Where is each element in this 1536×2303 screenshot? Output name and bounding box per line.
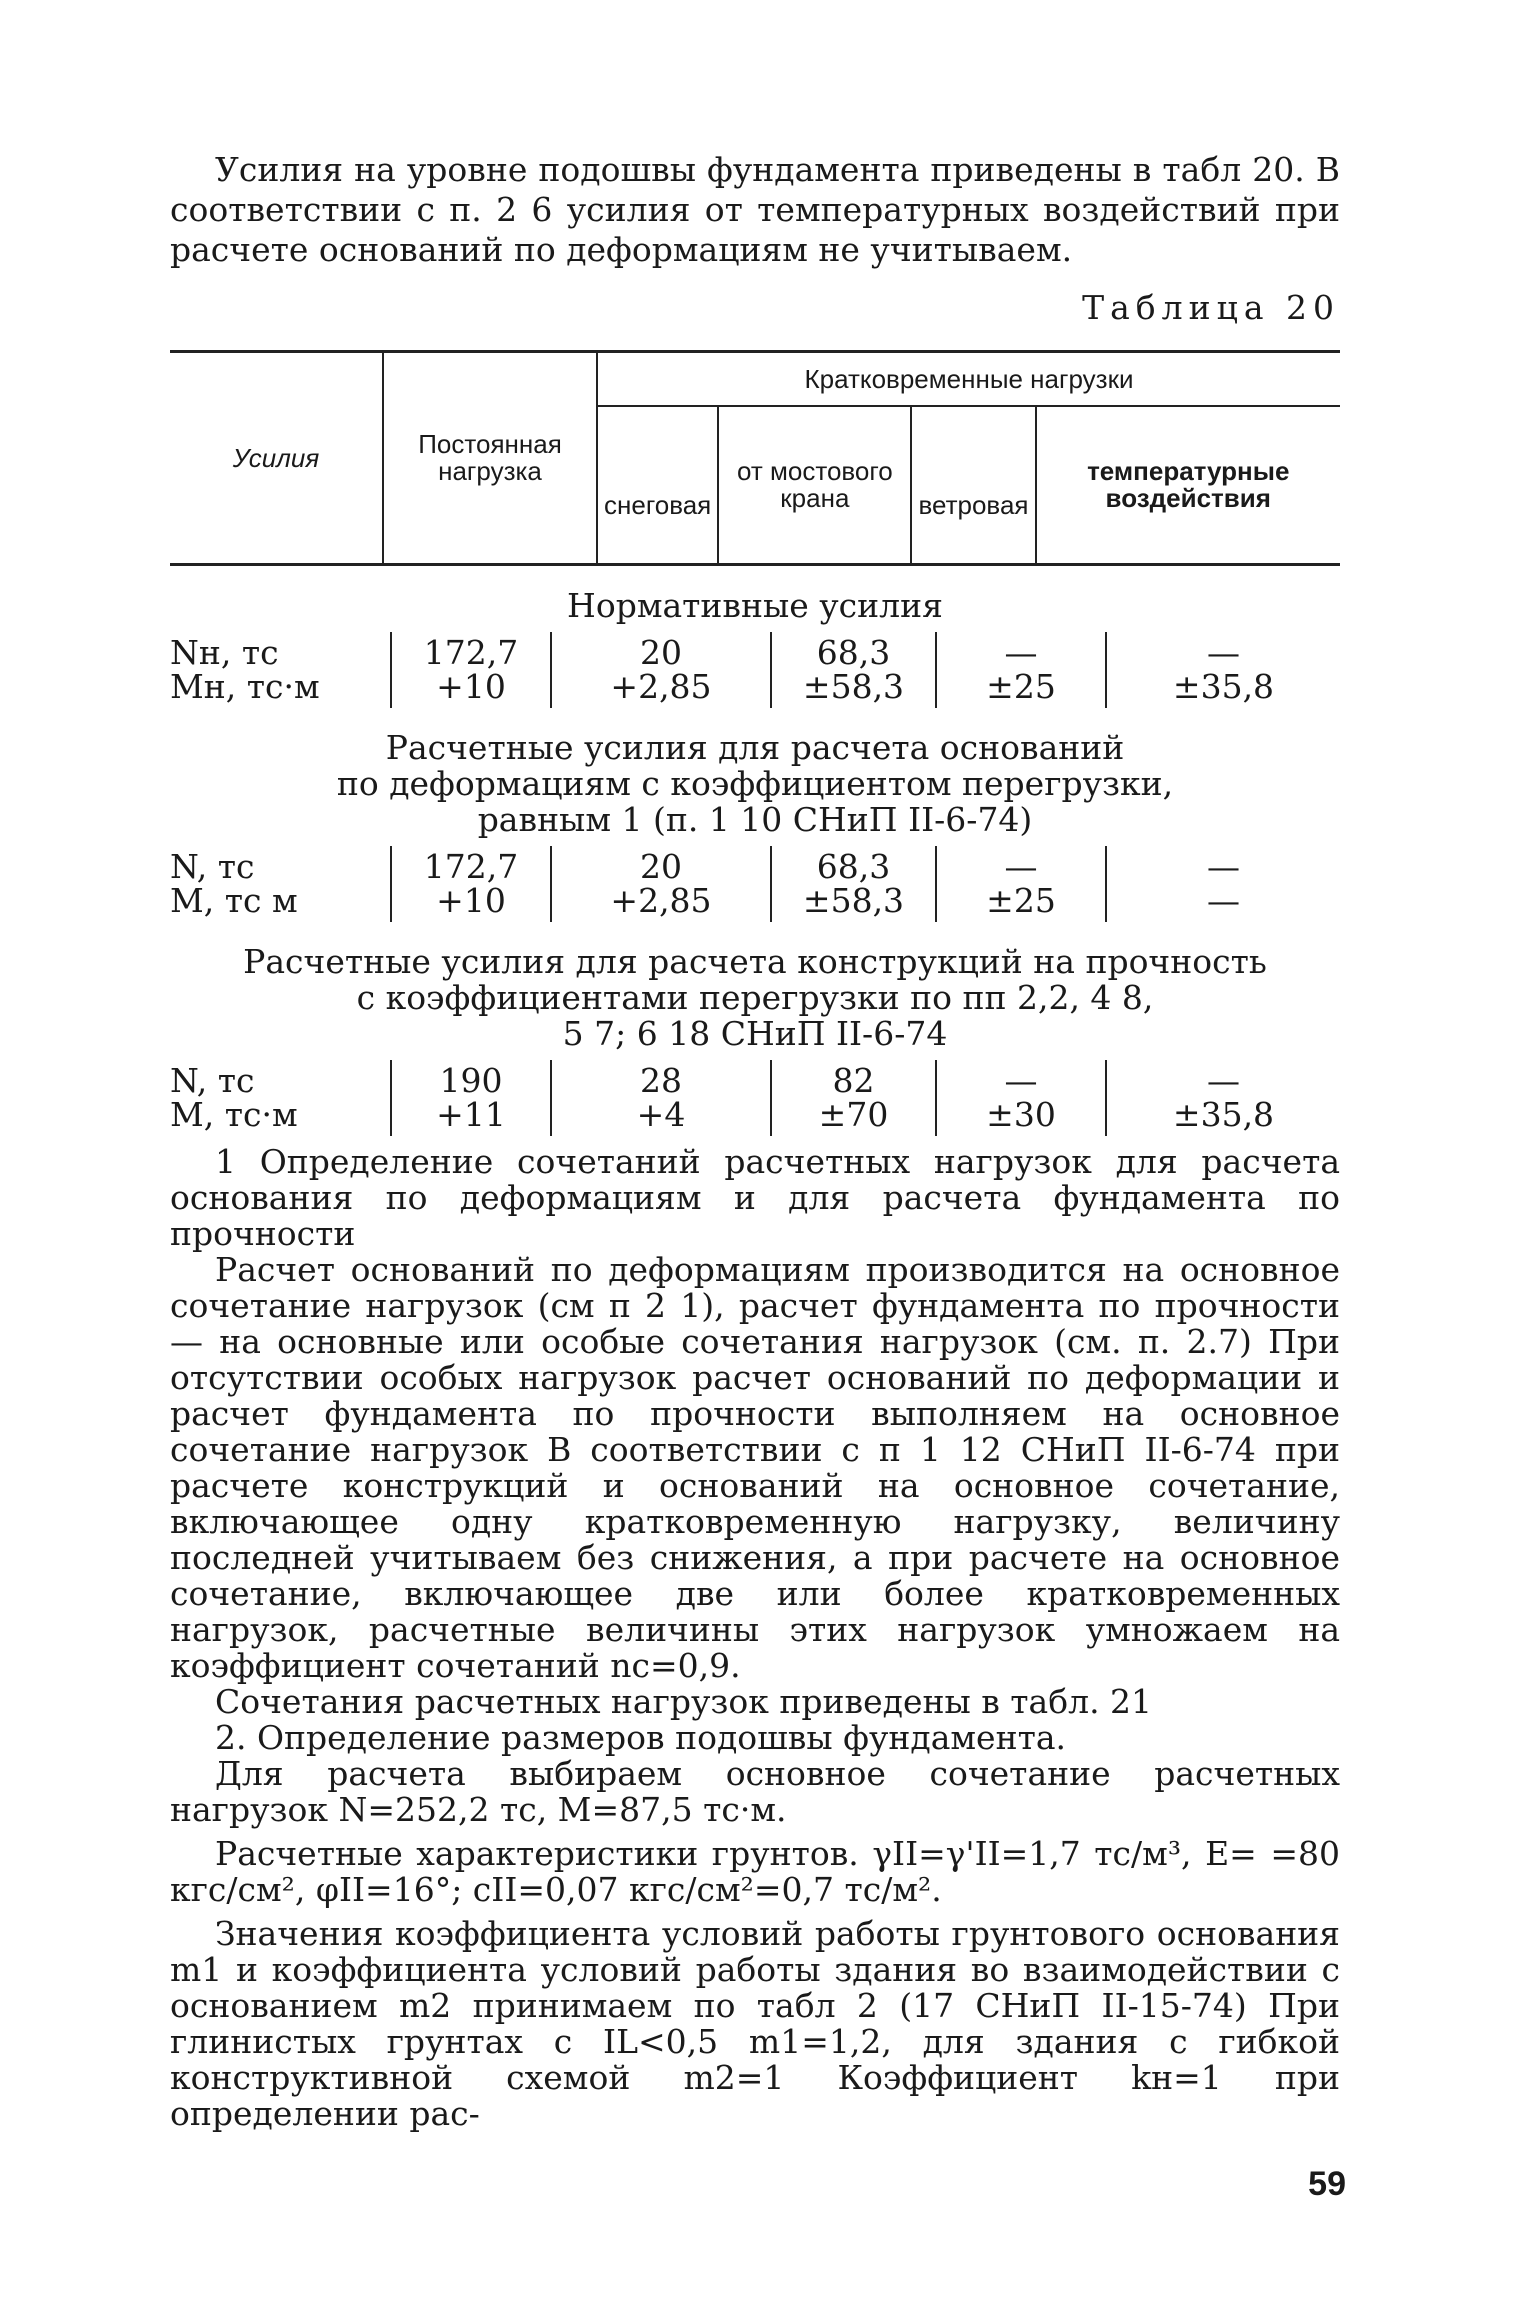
page-content bbox=[170, 150, 1340, 2132]
body-paragraph-5: Для расчета выбираем основное сочетание расчетных нагрузок N=252,2 тс, M=87,5 тс·м. bbox=[170, 1754, 1340, 1829]
header-wind: ветровая bbox=[911, 406, 1035, 565]
cell-crane: 68,3 ±58,3 bbox=[770, 632, 935, 708]
cell-snow: 20 +2,85 bbox=[550, 632, 770, 708]
body-paragraph-7: Значения коэффициента условий работы грунтового основания m1 и коэффициента условий работы здания во взаимодействии с основанием m2 принимаем по табл 2 (17 СНиП II-15-74) При глинистых грунтах с IL<0,5 m1=1,2, для здания с гибкой конструктивной схемой m2=1 Коэффициент kн=1 при определении рас- bbox=[170, 1914, 1340, 2133]
cell-snow: 28 +4 bbox=[550, 1060, 770, 1136]
section1-rows bbox=[170, 632, 1340, 708]
cell-wind: — ±25 bbox=[935, 846, 1105, 922]
row-label: N, тс M, тс·м bbox=[170, 1061, 298, 1134]
body-paragraph-3: Сочетания расчетных нагрузок приведены в табл. 21 bbox=[215, 1682, 1153, 1721]
header-crane: от мостового крана bbox=[718, 406, 911, 565]
body-paragraph-1: 1 Определение сочетаний расчетных нагрузок для расчета основания по деформациям и для расчета фундамента по прочности bbox=[170, 1142, 1340, 1253]
section3-title: Расчетные усилия для расчета конструкций на прочность с коэффициентами перегрузки по пп 2,2, 4 8, 5 7; 6 18 СНиП II-6-74 bbox=[243, 942, 1267, 1053]
section3-rows bbox=[170, 1060, 1340, 1136]
cell-temp: — — bbox=[1105, 846, 1340, 922]
cell-crane: 68,3 ±58,3 bbox=[770, 846, 935, 922]
cell-wind: — ±30 bbox=[935, 1060, 1105, 1136]
table-caption: Таблица 20 bbox=[1082, 288, 1340, 327]
body-paragraph-6: Расчетные характеристики грунтов. γII=γ'II=1,7 тс/м³, E= =80 кгс/см², φII=16°; cII=0,07 кгс/см²=0,7 тс/м². bbox=[170, 1834, 1340, 1909]
section2-rows bbox=[170, 846, 1340, 922]
cell-snow: 20 +2,85 bbox=[550, 846, 770, 922]
header-forces: Усилия bbox=[170, 352, 383, 565]
intro-paragraph: Усилия на уровне подошвы фундамента приведены в табл 20. В соответствии с п. 2 6 усилия от температурных воздействий при расчете оснований по деформациям не учитываем. bbox=[170, 150, 1340, 269]
table-header bbox=[170, 350, 1340, 566]
page-number: 59 bbox=[1308, 2165, 1346, 2203]
cell-permanent: 172,7 +10 bbox=[390, 846, 550, 922]
cell-permanent: 190 +11 bbox=[390, 1060, 550, 1136]
cell-temp: — ±35,8 bbox=[1105, 632, 1340, 708]
body-paragraph-4: 2. Определение размеров подошвы фундамента. bbox=[215, 1718, 1066, 1757]
body-paragraph-2: Расчет оснований по деформациям производится на основное сочетание нагрузок (см п 2 1), расчет фундамента по прочности — на основные или особые сочетания нагрузок (см. п. 2.7) При отсутствии особых нагрузок расчет оснований по деформации и расчет фундамента по прочности выполняем на основное сочетание нагрузок В соответствии с п 1 12 СНиП II-6-74 при расчете конструкций и оснований на основное сочетание, включающее одну кратковременную нагрузку, величину последней учитываем без снижения, а при расчете на основное сочетание, включающее две или более кратковременных нагрузок, расчетные величины этих нагрузок умножаем на коэффициент сочетаний nс=0,9. bbox=[170, 1250, 1340, 1685]
header-temp: температурные воздействия bbox=[1087, 456, 1290, 513]
cell-temp: — ±35,8 bbox=[1105, 1060, 1340, 1136]
section2-title: Расчетные усилия для расчета оснований по деформациям с коэффициентом перегрузки, равным 1 (п. 1 10 СНиП II-6-74) bbox=[336, 728, 1174, 839]
row-label: N, тс M, тс м bbox=[170, 847, 298, 920]
cell-crane: 82 ±70 bbox=[770, 1060, 935, 1136]
header-short-group: Кратковременные нагрузки bbox=[597, 352, 1340, 407]
section1-title: Нормативные усилия bbox=[567, 586, 943, 625]
cell-permanent: 172,7 +10 bbox=[390, 632, 550, 708]
header-permanent: Постоянная нагрузка bbox=[383, 352, 597, 565]
header-snow: снеговая bbox=[597, 406, 718, 565]
row-label: Nн, тс Mн, тс·м bbox=[170, 633, 320, 706]
cell-wind: — ±25 bbox=[935, 632, 1105, 708]
